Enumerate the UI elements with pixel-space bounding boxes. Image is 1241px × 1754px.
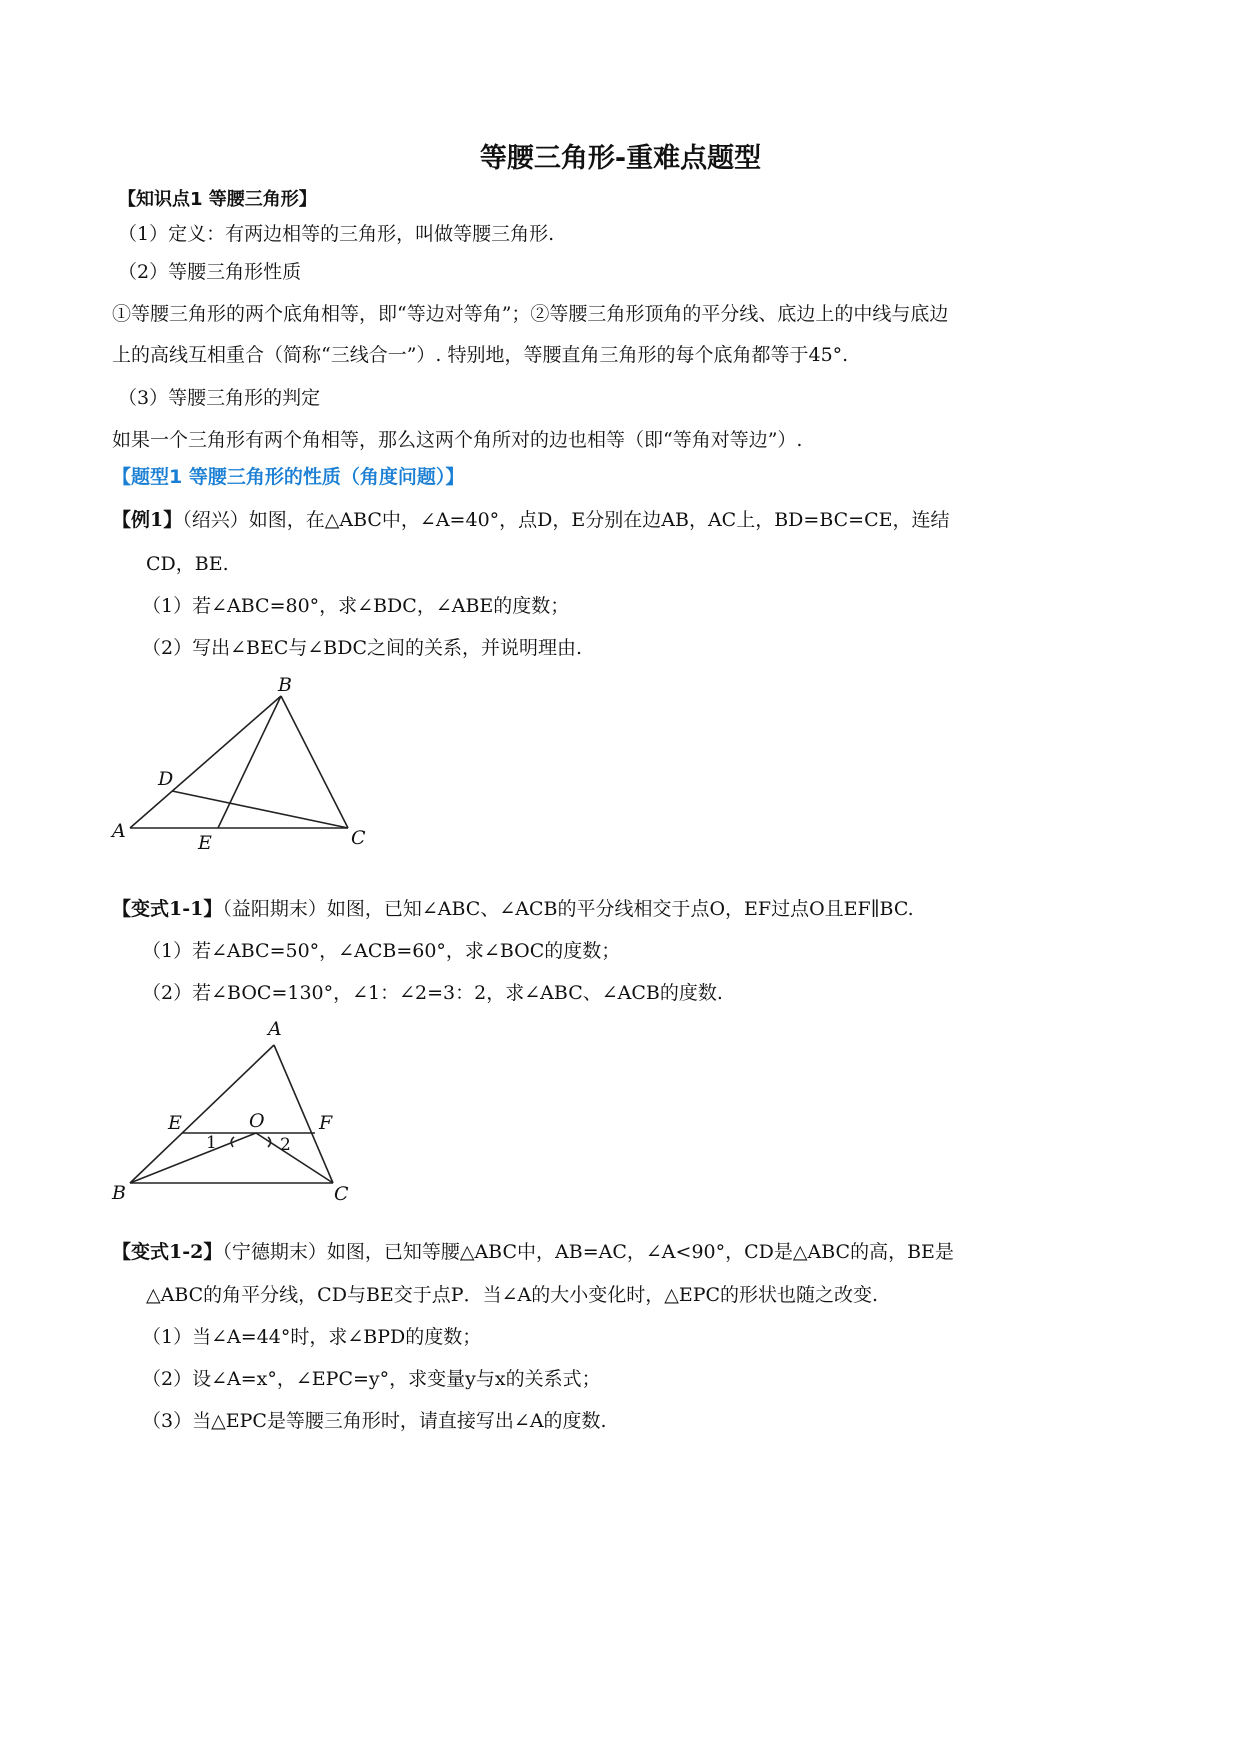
property-text-line-1: ①等腰三角形的两个底角相等，即“等边对等角”；②等腰三角形顶角的平分线、底边上的中线与底边	[112, 303, 949, 325]
variant-1-2-question-1: （1）当∠A=44°时，求∠BPD的度数；	[142, 1326, 482, 1348]
label-D: D	[158, 768, 174, 790]
variant-1-1-figure	[110, 1015, 370, 1205]
question-type-heading: 【题型1 等腰三角形的性质（角度问题）】	[112, 466, 465, 488]
judgement-heading: （3）等腰三角形的判定	[118, 387, 321, 409]
example-1-question-1: （1）若∠ABC=80°，求∠BDC，∠ABE的度数；	[142, 595, 570, 617]
variant-1-1-tag: 【变式1-1】	[112, 898, 223, 920]
segment-CD	[172, 791, 348, 828]
variant-1-1-text: （益阳期末）如图，已知∠ABC、∠ACB的平分线相交于点O，EF过点O且EF∥BC.	[222, 898, 914, 920]
label-E: E	[168, 1112, 182, 1134]
definition-text: （1）定义：有两边相等的三角形，叫做等腰三角形.	[118, 223, 555, 245]
variant-1-2-text: （宁德期末）如图，已知等腰△ABC中，AB=AC，∠A<90°，CD是△ABC的高，BE是	[222, 1241, 954, 1263]
property-text-line-2: 上的高线互相重合（简称“三线合一”）. 特别地，等腰直角三角形的每个底角都等于45°.	[112, 344, 849, 366]
label-B: B	[112, 1182, 126, 1204]
variant-1-1-question-2: （2）若∠BOC=130°，∠1：∠2=3：2，求∠ABC、∠ACB的度数.	[142, 982, 723, 1004]
label-angle-2: 2	[280, 1135, 291, 1155]
example-1-line-1	[112, 508, 950, 532]
label-A: A	[112, 820, 126, 842]
segment-BO	[130, 1133, 256, 1183]
segment-AB	[130, 696, 281, 828]
example-1-text: （绍兴）如图，在△ABC中，∠A=40°，点D，E分别在边AB，AC上，BD=BC=CE，连结	[182, 509, 950, 531]
label-A: A	[268, 1018, 282, 1040]
label-E: E	[198, 832, 212, 854]
label-F: F	[319, 1112, 333, 1134]
example-1-tag: 【例1】	[112, 509, 183, 531]
example-1-figure	[110, 672, 410, 862]
variant-1-1-question-1: （1）若∠ABC=50°，∠ACB=60°，求∠BOC的度数；	[142, 940, 621, 962]
label-C: C	[334, 1183, 349, 1205]
page-title: 等腰三角形-重难点题型	[479, 143, 762, 174]
segment-BE	[218, 696, 281, 828]
label-O: O	[249, 1110, 265, 1132]
variant-1-2-question-3: （3）当△EPC是等腰三角形时，请直接写出∠A的度数.	[142, 1410, 607, 1432]
example-1-line-2: CD，BE.	[146, 553, 229, 575]
label-angle-1: 1	[206, 1133, 217, 1153]
knowledge-point-heading: 【知识点1 等腰三角形】	[118, 189, 317, 210]
variant-1-2-question-2: （2）设∠A=x°，∠EPC=y°，求变量y与x的关系式；	[142, 1368, 601, 1390]
segment-BC	[281, 696, 348, 828]
label-B: B	[278, 674, 292, 696]
property-heading: （2）等腰三角形性质	[118, 261, 302, 283]
judgement-text: 如果一个三角形有两个角相等，那么这两个角所对的边也相等（即“等角对等边”）.	[112, 429, 803, 451]
variant-1-2-tag: 【变式1-2】	[112, 1241, 223, 1263]
variant-1-2-line-1	[112, 1240, 954, 1264]
example-1-question-2: （2）写出∠BEC与∠BDC之间的关系，并说明理由.	[142, 637, 583, 659]
variant-1-2-line-2: △ABC的角平分线，CD与BE交于点P．当∠A的大小变化时，△EPC的形状也随之改变.	[146, 1284, 879, 1306]
label-C: C	[351, 827, 366, 849]
variant-1-1-line-1	[112, 897, 914, 921]
